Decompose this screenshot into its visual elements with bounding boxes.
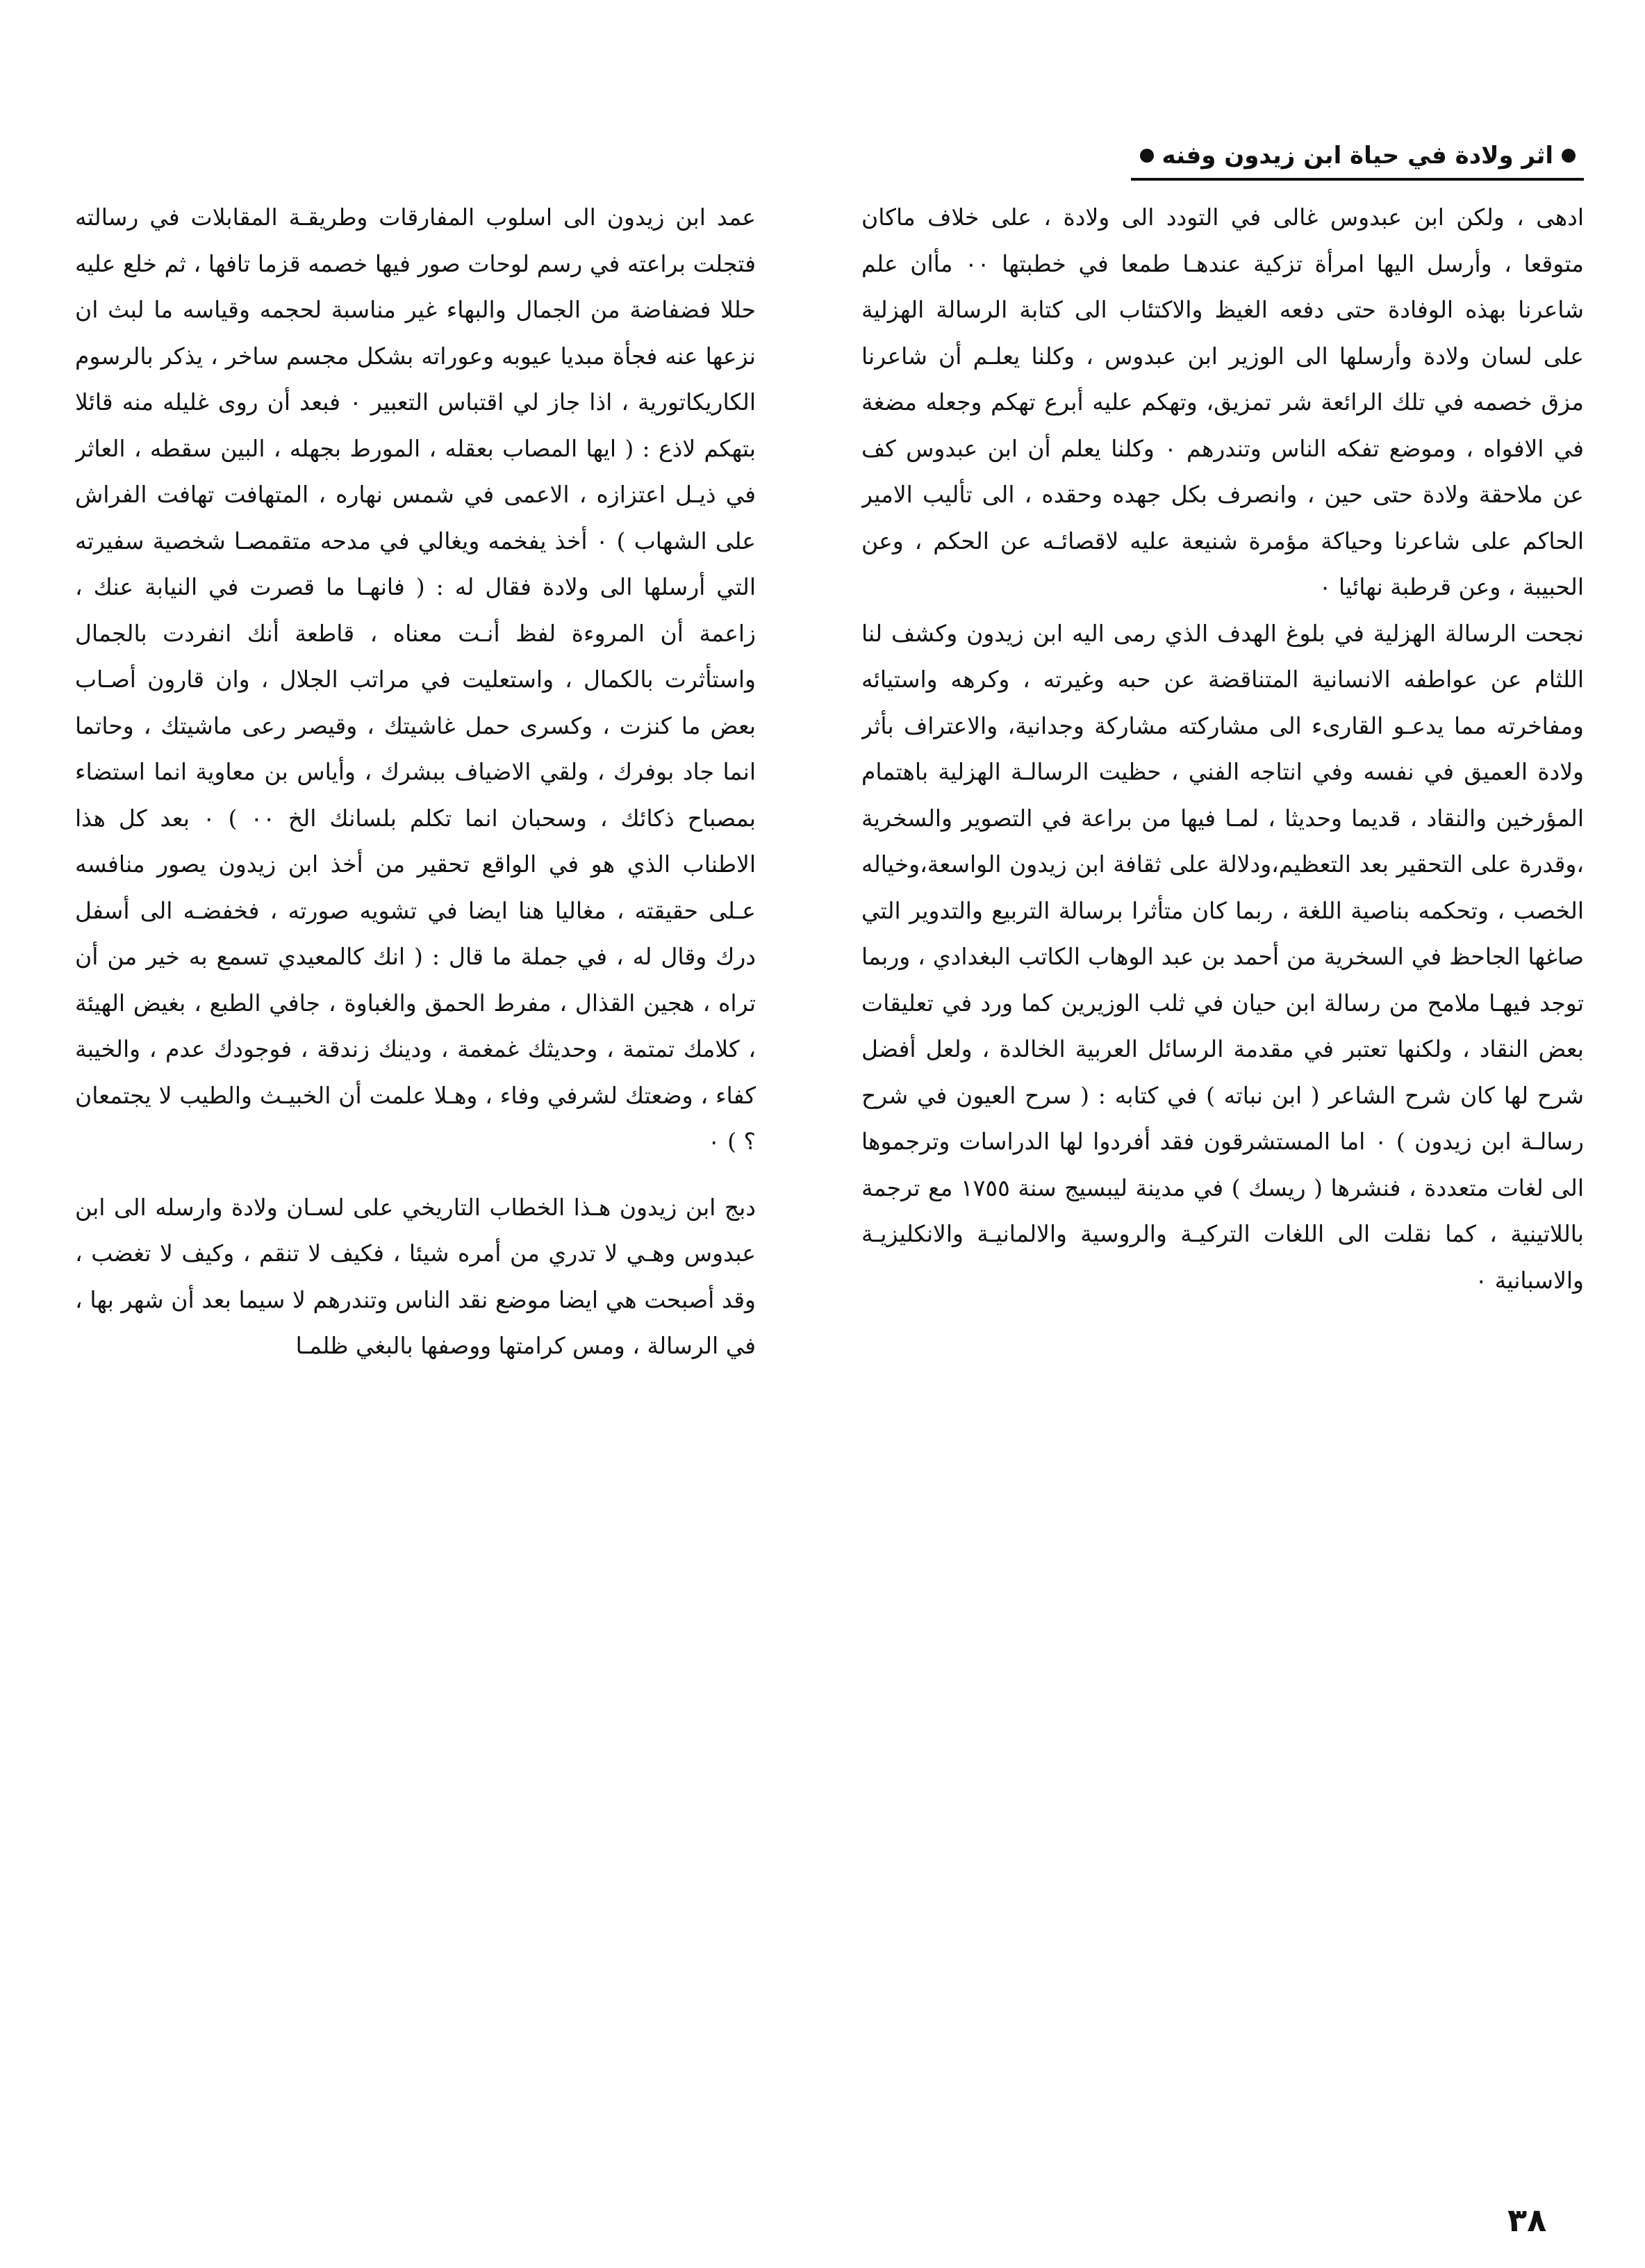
right-column bbox=[861, 195, 1584, 2168]
header-title: اثر ولادة في حياة ابن زيدون وفنه bbox=[1162, 142, 1553, 170]
running-header bbox=[1125, 126, 1584, 185]
bullet-icon bbox=[1140, 149, 1154, 163]
paragraph: عمد ابن زيدون الى اسلوب المفارقات وطريقـة المقابلات في رسالته فتجلت براعته في رسم لوحات صور فيها خصمه قزما تافها ، ثم خلع عليه حللا فضفاضة من الجمال والبهاء غير مناسبة لحجمه وقياسه ما لبث ان نزعها عنه فجأة مبديا عيوبه وعوراته بشكل مجسم ساخر ، يذكر بالرسوم الكاريكاتورية ، اذا جاز لي اقتباس التعبير ٠ فبعد أن روى غليله منه قائلا بتهكم لاذع : ( ايها المصاب بعقله ، المورط بجهله ، البين سقطه ، العاثر في ذيـل اعتزازه ، الاعمى في شمس نهاره ، المتهافت تهافت الفراش على الشهاب ) ٠ أخذ يفخمه ويغالي في مدحه متقمصـا شخصية سفيرته التي أرسلها الى ولادة فقال له : ( فانهـا ما قصرت في النيابة عنك ، زاعمة أن المروءة لفظ أنـت معناه ، قاطعة أنك انفردت بالجمال واستأثرت بالكمال ، واستعليت في مراتب الجلال ، وان قارون أصـاب بعض ما كنزت ، وكسرى حمل غاشيتك ، وقيصر رعى ماشيتك ، وحاتما انما جاد بوفرك ، ولقي الاضياف ببشرك ، وأياس بن معاوية انما استضاء بمصباح ذكائك ، وسحبان انما تكلم بلسانك الخ ٠٠ ) ٠ بعد كل هذا الاطناب الذي هو في الواقع تحقير من أخذ ابن زيدون يصور منافسه عـلى حقيقته ، مغاليا هنا ايضا في تشويه صورته ، فخفضـه الى أسفل درك وقال له ، في جملة ما قال : ( انك كالمعيدي تسمع به خير من أن تراه ، هجين القذال ، مفرط الحمق والغباوة ، جافي الطبع ، بغيض الهيئة ، كلامك تمتمة ، وحديثك غمغمة ، ودينك زندقة ، فوجودك عدم ، والخيبة كفاء ، وضعتك لشرفي وفاء ، وهـلا علمت أن الخبيـث والطيب لا يجتمعان ؟ ) ٠ bbox=[75, 204, 756, 1155]
page-number: ٣٨ bbox=[1507, 2201, 1547, 2239]
header-rule bbox=[1131, 178, 1584, 181]
paragraph: دبج ابن زيدون هـذا الخطاب التاريخي على لسـان ولادة وارسله الى ابن عبدوس وهـي لا تدري من أمره شيئا ، فكيف لا تنقم ، وكيف لا تغضب ، وقد أصبحت هي ايضا موضع نقد الناس وتندرهم لا سيما بعد أن شهر بها ، في الرسالة ، ومس كرامتها ووصفها بالبغي ظلمـا bbox=[75, 1193, 756, 1359]
bullet-icon bbox=[1562, 149, 1576, 163]
paragraph: نجحت الرسالة الهزلية في بلوغ الهدف الذي رمى اليه ابن زيدون وكشف لنا اللثام عن عواطفه الانسانية المتناقضة عن حبه وغيرته ، وكرهه واستيائه ومفاخرته مما يدعـو القارىء الى مشاركته مشاركة وجدانية، والاعتراف بأثر ولادة العميق في نفسه وفي انتاجه الفني ، حظيت الرسالـة الهزلية باهتمام المؤرخين والنقاد ، قديما وحديثا ، لمـا فيها من براعة في التصوير والسخرية ،وقدرة على التحقير بعد التعظيم،ودلالة على ثقافة ابن زيدون الواسعة،وخياله الخصب ، وتحكمه بناصية اللغة ، ربما كان متأثرا برسالة التربيع والتدوير التي صاغها الجاحظ في السخرية من أحمد بن عبد الوهاب الكاتب البغدادي ، وربما توجد فيهـا ملامح من رسالة ابن حيان في ثلب الوزيرين كما ورد في تعليقات بعض النقاد ، ولكنها تعتبر في مقدمة الرسائل العربية الخالدة ، ولعل أفضل شرح لها كان شرح الشاعر ( ابن نباته ) في كتابه : ( سرح العيون في شرح رسالـة ابن زيدون ) ٠ اما المستشرقون فقد أفردوا لها الدراسات وترجموها الى لغات متعددة ، فنشرها ( ريسك ) في مدينة ليبسيج سنة ١٧٥٥ مع ترجمة باللاتينية ، كما نقلت الى اللغات التركيـة والروسية والالمانيـة والانكليزيـة والاسبانية ٠ bbox=[861, 619, 1584, 1294]
paragraph: ادهى ، ولكن ابن عبدوس غالى في التودد الى ولادة ، على خلاف ماكان متوقعا ، وأرسل اليها امرأة تزكية عندهـا طمعا في خطبتها ٠٠ مأان علم شاعرنا بهذه الوفادة حتى دفعه الغيظ والاكتئاب الى كتابة الرسالة الهزلية على لسان ولادة وأرسلها الى الوزير ابن عبدوس ، وكلنا يعلـم أن شاعرنا مزق خصمه في تلك الرائعة شر تمزيق، وتهكم عليه أبرع تهكم وجعله مضغة في الافواه ، وموضع تفكه الناس وتندرهم ٠ وكلنا يعلم أن ابن عبدوس كف عن ملاحقة ولادة حتى حين ، وانصرف بكل جهده وحقده ، الى تأليب الامير الحاكم على شاعرنا وحياكة مؤمرة شنيعة عليه لاقصائـه عن الحكم ، وعن الحبيبة ، وعن قرطبة نهائيا ٠ bbox=[861, 204, 1584, 600]
left-column bbox=[75, 195, 756, 2168]
